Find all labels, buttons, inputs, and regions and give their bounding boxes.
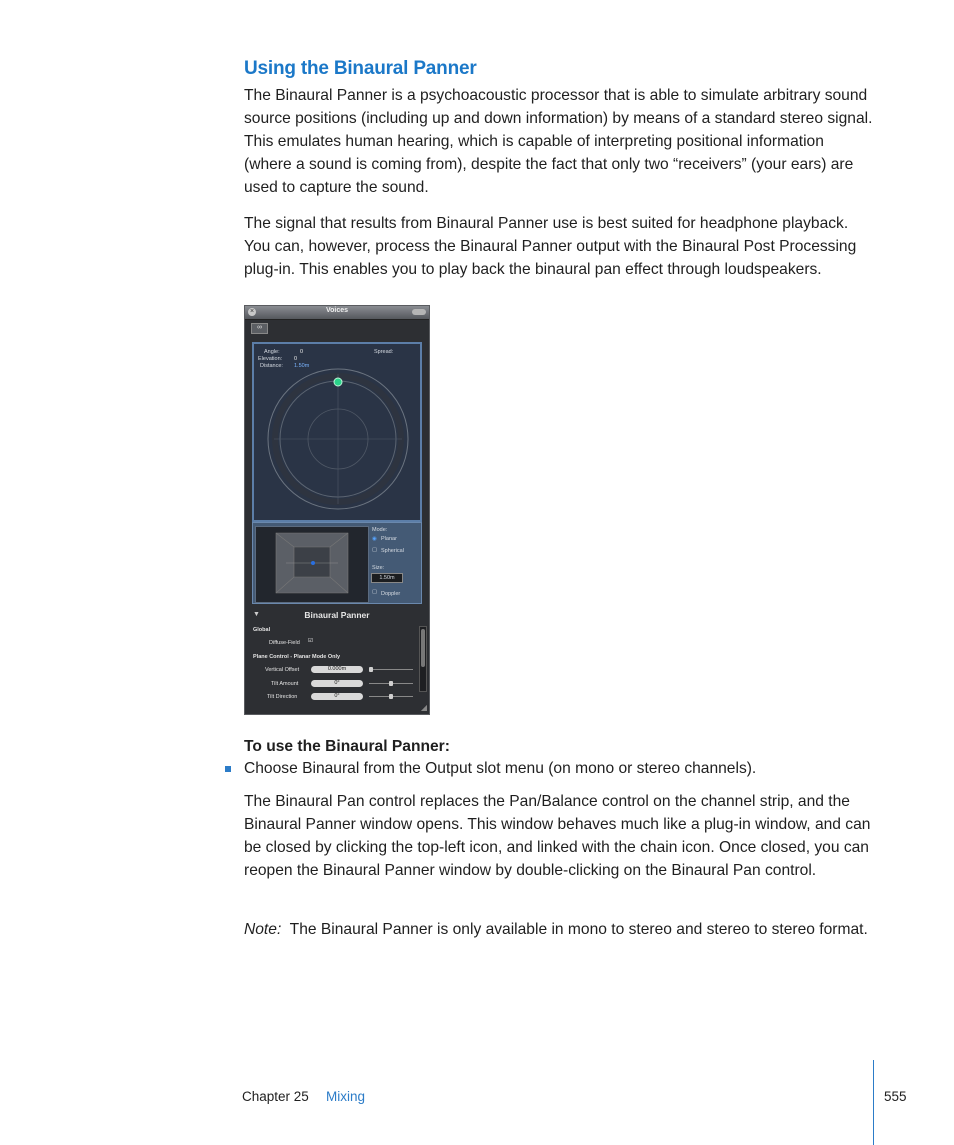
tilt-direction-label: Tilt Direction: [267, 694, 298, 700]
room-perspective-graphic: [256, 527, 368, 602]
procedure-title: To use the Binaural Panner:: [244, 738, 450, 755]
tilt-amount-field[interactable]: 0°: [311, 680, 363, 687]
spherical-checkbox-icon[interactable]: ▢: [372, 547, 378, 553]
spread-label: Spread:: [374, 349, 394, 355]
angle-value[interactable]: 0: [300, 349, 304, 355]
procedure-step: Choose Binaural from the Output slot menu (on mono or stereo channels).: [244, 760, 757, 777]
planar-radio-icon[interactable]: ◉: [372, 536, 377, 542]
binaural-panner-window: [244, 305, 430, 715]
pan-circle-graphic: [254, 344, 420, 520]
diffuse-field-checkbox-icon[interactable]: ☑: [308, 638, 313, 644]
tilt-direction-knob[interactable]: [389, 694, 393, 699]
resize-handle-icon[interactable]: ◢: [420, 703, 427, 712]
disclosure-triangle-icon[interactable]: ▼: [253, 611, 260, 618]
global-label: Global: [253, 627, 271, 633]
elevation-value[interactable]: 0: [294, 356, 298, 362]
plugin-title: Binaural Panner: [304, 610, 370, 620]
note-text: The Binaural Panner is only available in mono to stereo and stereo to stereo format.: [289, 921, 868, 938]
pan-control-paragraph: The Binaural Pan control replaces the Pan/Balance control on the channel strip, and the Binaural Panner window opens. This window behaves much like a plug-in window, and can be closed by clicking the top-left icon, and linked with the chain icon. Once closed, you can reopen the Binaural Panner window by double-clicking on the Binaural Pan control.: [244, 793, 871, 879]
room-view[interactable]: [255, 526, 369, 603]
section-heading: Using the Binaural Panner: [244, 58, 477, 79]
close-icon[interactable]: ×: [249, 308, 255, 315]
window-titlebar: [245, 306, 429, 320]
planar-option[interactable]: Planar: [381, 536, 397, 542]
scroll-thumb[interactable]: [421, 629, 425, 667]
size-field[interactable]: 1.50m: [371, 573, 403, 583]
footer-divider: [873, 1060, 874, 1145]
vertical-offset-knob[interactable]: [369, 667, 373, 672]
doppler-option[interactable]: Doppler: [381, 591, 401, 597]
spherical-option[interactable]: Spherical: [381, 548, 404, 554]
intro-paragraph: The Binaural Panner is a psychoacoustic processor that is able to simulate arbitrary sound source positions (including up and down information) by means of a standard stereo signal. This emulates human hearing, which is capable of interpreting positional information (where a sound is coming from), despite the fact that only two “receivers” (your ears) are used to capture the sound.: [244, 87, 873, 196]
note-label: Note:: [244, 921, 282, 938]
tilt-direction-field[interactable]: 0°: [311, 693, 363, 700]
footer-section-link[interactable]: Mixing: [326, 1089, 366, 1104]
note-paragraph: [244, 918, 874, 941]
vertical-offset-label: Vertical Offset: [265, 667, 300, 673]
page-number: 555: [884, 1089, 907, 1104]
angle-label: Angle:: [264, 349, 280, 355]
zoom-button[interactable]: [412, 309, 426, 315]
diffuse-field-label: Diffuse-Field: [269, 640, 300, 646]
headphone-paragraph: The signal that results from Binaural Panner use is best suited for headphone playback. You can, however, process the Binaural Panner output with the Binaural Post Processing plug-in. This enables you to play back the binaural pan effect through loudspeakers.: [244, 215, 857, 278]
chain-link-icon[interactable]: ∞: [251, 323, 268, 334]
tilt-amount-label: Tilt Amount: [271, 681, 299, 687]
planar-mode-panel: [252, 522, 422, 604]
tilt-amount-knob[interactable]: [389, 681, 393, 686]
distance-value[interactable]: 1.50m: [294, 363, 310, 369]
window-title: Voices: [325, 307, 349, 314]
elevation-label: Elevation:: [258, 356, 283, 362]
parameter-scrollbar[interactable]: [419, 626, 427, 692]
bullet-icon: [225, 766, 231, 772]
doppler-checkbox-icon[interactable]: ▢: [372, 589, 378, 595]
vertical-offset-slider[interactable]: [369, 669, 413, 670]
footer-chapter: Chapter 25: [242, 1089, 309, 1104]
distance-label: Distance:: [260, 363, 283, 369]
vertical-offset-field[interactable]: 0.000m: [311, 666, 363, 673]
size-label: Size:: [372, 565, 385, 571]
mode-label: Mode:: [372, 527, 388, 533]
plane-control-label: Plane Control - Planar Mode Only: [253, 654, 341, 660]
pan-position-handle[interactable]: [334, 378, 342, 386]
spherical-pan-display[interactable]: [252, 342, 422, 522]
